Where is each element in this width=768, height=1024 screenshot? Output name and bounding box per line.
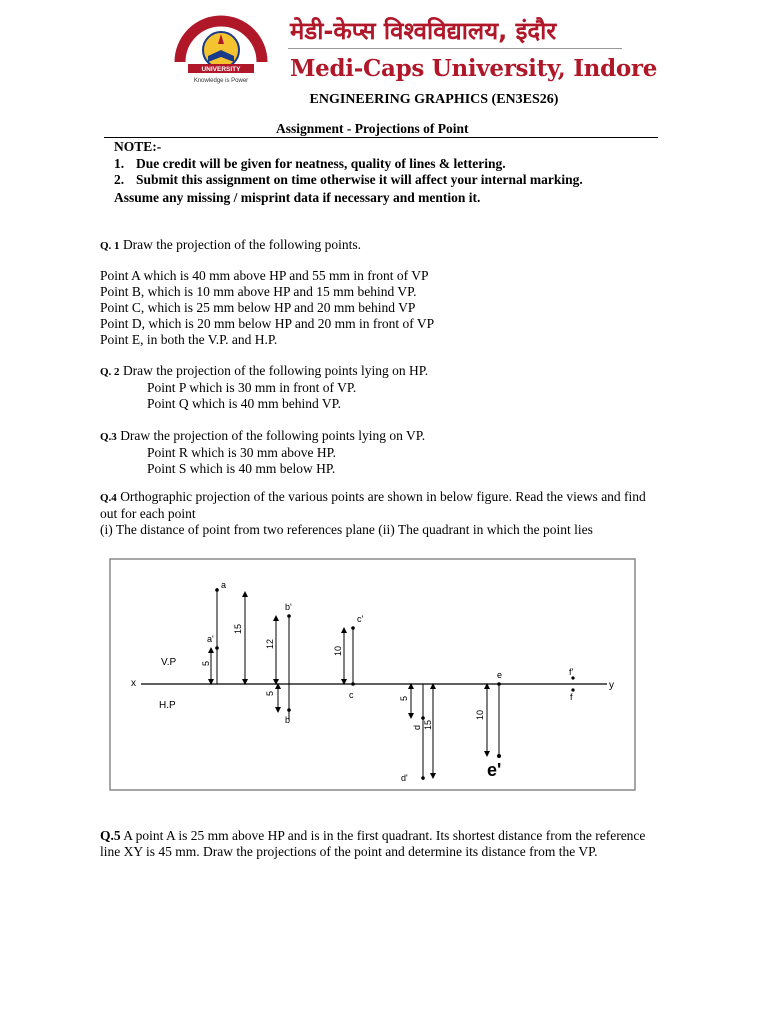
q1-point: Point A which is 40 mm above HP and 55 mm in front of VP bbox=[100, 268, 429, 283]
q4-label: Q.4 bbox=[100, 492, 117, 504]
svg-text:UNIVERSITY: UNIVERSITY bbox=[201, 66, 241, 73]
q1-text: Draw the projection of the following points. bbox=[122, 237, 362, 252]
q2-text: Draw the projection of the following points lying on HP. bbox=[122, 363, 429, 378]
d-elev-label: d' bbox=[401, 773, 408, 783]
title-rule bbox=[104, 137, 658, 138]
d-dim-big-label: 15 bbox=[423, 719, 433, 730]
q4-prompt bbox=[100, 489, 660, 522]
a-elev-point bbox=[215, 646, 219, 650]
b-elev-point bbox=[287, 614, 291, 618]
note-item bbox=[114, 156, 596, 173]
q3-point: Point R which is 30 mm above HP. bbox=[147, 445, 337, 460]
course-title: ENGINEERING GRAPHICS (EN3ES26) bbox=[309, 92, 559, 107]
q4-block bbox=[100, 489, 660, 538]
b-plan-label: b bbox=[285, 715, 291, 725]
q2-prompt bbox=[100, 363, 428, 380]
q1-point: Point D, which is 20 mm below HP and 20 mm in front of VP bbox=[100, 316, 435, 331]
note-block bbox=[114, 139, 596, 206]
d-plan-point bbox=[421, 716, 425, 720]
c-elev-point bbox=[351, 626, 355, 630]
q1-point: Point E, in both the V.P. and H.P. bbox=[100, 332, 278, 347]
e-dim-down-label: 10 bbox=[475, 709, 485, 720]
a-elev-label: a' bbox=[207, 634, 214, 644]
b-dim-down-label: 5 bbox=[265, 690, 275, 696]
q3-text: Draw the projection of the following points lying on VP. bbox=[120, 428, 426, 443]
f-elev-label: f' bbox=[569, 667, 574, 677]
figure-border bbox=[110, 559, 635, 790]
svg-text:Knowledge is Power: Knowledge is Power bbox=[193, 78, 249, 84]
q1-point: Point C, which is 25 mm below HP and 20 mm behind VP bbox=[100, 300, 416, 315]
university-logo bbox=[166, 12, 276, 84]
b-elev-label: b' bbox=[285, 602, 292, 612]
e-plan-point bbox=[497, 682, 501, 686]
vp-label: V.P bbox=[161, 657, 177, 668]
y-label: y bbox=[609, 680, 614, 691]
d-dim-small-label: 5 bbox=[399, 695, 409, 701]
note-item-text: Due credit will be given for neatness, quality of lines & lettering. bbox=[136, 155, 506, 171]
q5-text: A point A is 25 mm above HP and is in the first quadrant. Its shortest distance from the reference line XY is 45 mm. Draw the projections of the point and determine its distance from the VP. bbox=[100, 828, 646, 859]
q2-block bbox=[100, 363, 428, 412]
e-elev-point bbox=[497, 754, 501, 758]
e-plan-label: e bbox=[497, 670, 503, 680]
q5-label: Q.5 bbox=[100, 828, 121, 843]
q4-subtext: (i) The distance of point from two references plane (ii) The quadrant in which the point lies bbox=[100, 522, 593, 537]
university-name-hindi: मेडी-केप्स विश्वविद्यालय, इंदौर bbox=[290, 17, 557, 45]
note-assume: Assume any missing / misprint data if necessary and mention it. bbox=[114, 189, 481, 205]
e-elev-label: e' bbox=[487, 760, 502, 780]
q1-point: Point B, which is 10 mm above HP and 15 mm behind VP. bbox=[100, 284, 417, 299]
q5-block bbox=[100, 828, 665, 860]
note-item-text: Submit this assignment on time otherwise it will affect your internal marking. bbox=[136, 172, 583, 187]
q2-label: Q. 2 bbox=[100, 366, 120, 378]
c-plan-point bbox=[351, 682, 355, 686]
q3-prompt bbox=[100, 428, 425, 445]
d-plan-label: d bbox=[412, 724, 422, 730]
a-dim-small-label: 5 bbox=[201, 660, 211, 666]
q1-label: Q. 1 bbox=[100, 240, 120, 252]
a-plan-label: a bbox=[221, 580, 227, 590]
a-plan-point bbox=[215, 588, 219, 592]
q4-text: Orthographic projection of the various points are shown in below figure. Read the views and find out for each point bbox=[100, 489, 646, 521]
q3-label: Q.3 bbox=[100, 431, 117, 443]
b-plan-point bbox=[287, 708, 291, 712]
d-elev-point bbox=[421, 776, 425, 780]
note-item-number: 2. bbox=[114, 172, 125, 187]
c-plan-label: c bbox=[349, 690, 354, 700]
c-dim-up-label: 10 bbox=[333, 645, 343, 656]
x-label: x bbox=[131, 678, 136, 689]
note-heading: NOTE:- bbox=[114, 139, 162, 154]
q3-point: Point S which is 40 mm below HP. bbox=[147, 461, 336, 476]
q3-block bbox=[100, 428, 425, 477]
hp-label: H.P bbox=[159, 700, 176, 711]
assignment-title: Assignment - Projections of Point bbox=[276, 121, 469, 136]
b-dim-up-label: 12 bbox=[265, 638, 275, 649]
header-divider bbox=[288, 48, 622, 49]
projection-figure bbox=[109, 558, 636, 791]
a-dim-big-label: 15 bbox=[233, 623, 243, 634]
q1-points bbox=[100, 268, 434, 348]
note-item-number: 1. bbox=[114, 155, 125, 171]
q2-point: Point Q which is 40 mm behind VP. bbox=[147, 396, 342, 411]
c-elev-label: c' bbox=[357, 614, 364, 624]
q1-prompt bbox=[100, 237, 361, 254]
university-name-english: Medi-Caps University, Indore bbox=[290, 55, 658, 82]
note-item bbox=[114, 172, 596, 189]
f-plan-label: f bbox=[570, 692, 573, 702]
q2-point: Point P which is 30 mm in front of VP. bbox=[147, 380, 357, 395]
